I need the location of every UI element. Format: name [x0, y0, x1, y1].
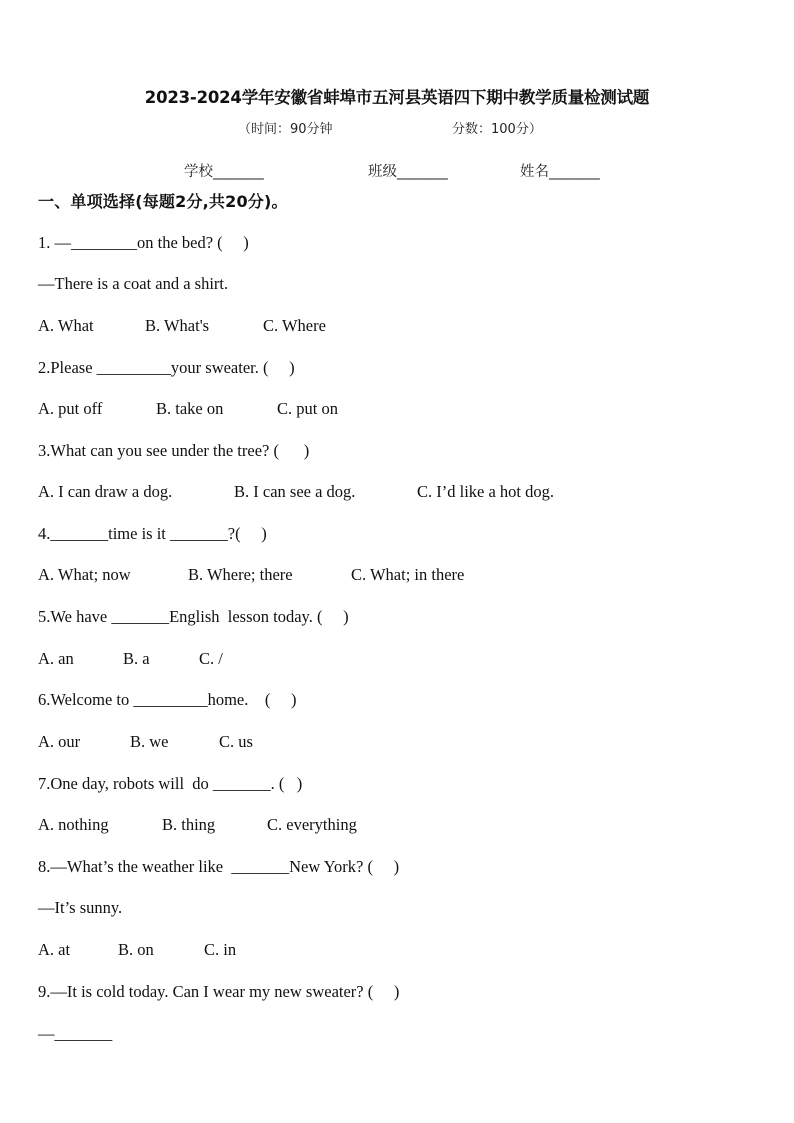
page-title: 2023-2024学年安徽省蚌埠市五河县英语四下期中教学质量检测试题: [144, 88, 650, 107]
section-heading: 一、单项选择(每题2分,共20分)。: [38, 192, 288, 211]
option-a[interactable]: A. at: [38, 940, 71, 959]
name-field[interactable]: 姓名_______: [520, 164, 600, 180]
question-2-stem: 2.Please _________your sweater. ( ): [38, 358, 295, 377]
class-field[interactable]: 班级_______: [368, 164, 448, 180]
option-b[interactable]: B. a: [123, 649, 150, 668]
option-a[interactable]: A. put off: [38, 399, 103, 418]
option-a[interactable]: A. an: [38, 649, 74, 668]
question-8-stem: 8.—What’s the weather like _______New York? ( ): [38, 857, 400, 876]
option-a[interactable]: A. I can draw a dog.: [38, 482, 173, 501]
option-a[interactable]: A. What; now: [38, 565, 131, 584]
question-6-stem: 6.Welcome to _________home. ( ): [38, 690, 297, 709]
option-b[interactable]: B. take on: [156, 399, 224, 418]
option-c[interactable]: C. put on: [277, 399, 338, 418]
option-b[interactable]: B. thing: [162, 815, 216, 834]
option-c[interactable]: C. everything: [267, 815, 357, 834]
question-5-stem: 5.We have _______English lesson today. ( ): [38, 607, 349, 626]
exam-time: （时间：90分钟: [238, 122, 333, 137]
option-c[interactable]: C. /: [199, 649, 223, 668]
option-a[interactable]: A. nothing: [38, 815, 109, 834]
question-1-stem: 1. —________on the bed? ( ): [38, 233, 249, 252]
question-3-stem: 3.What can you see under the tree? ( ): [38, 441, 310, 460]
school-field[interactable]: 学校_______: [184, 164, 264, 180]
option-b[interactable]: B. on: [118, 940, 154, 959]
option-b[interactable]: B. What's: [145, 316, 210, 335]
question-9-answer-line: —_______: [38, 1024, 113, 1043]
option-b[interactable]: B. Where; there: [188, 565, 293, 584]
option-b[interactable]: B. we: [130, 732, 169, 751]
question-8-answer-line: —It’s sunny.: [38, 898, 123, 917]
option-a[interactable]: A. What: [38, 316, 94, 335]
option-c[interactable]: C. Where: [263, 316, 326, 335]
question-4-stem: 4._______time is it _______?( ): [38, 524, 267, 543]
option-c[interactable]: C. What; in there: [351, 565, 465, 584]
option-b[interactable]: B. I can see a dog.: [234, 482, 356, 501]
question-9-stem: 9.—It is cold today. Can I wear my new sweater? ( ): [38, 982, 400, 1001]
question-1-answer-line: —There is a coat and a shirt.: [38, 274, 229, 293]
option-c[interactable]: C. in: [204, 940, 237, 959]
option-c[interactable]: C. I’d like a hot dog.: [417, 482, 555, 501]
exam-score: 分数：100分）: [452, 122, 542, 137]
option-c[interactable]: C. us: [219, 732, 253, 751]
question-7-stem: 7.One day, robots will do _______. ( ): [38, 774, 303, 793]
option-a[interactable]: A. our: [38, 732, 81, 751]
